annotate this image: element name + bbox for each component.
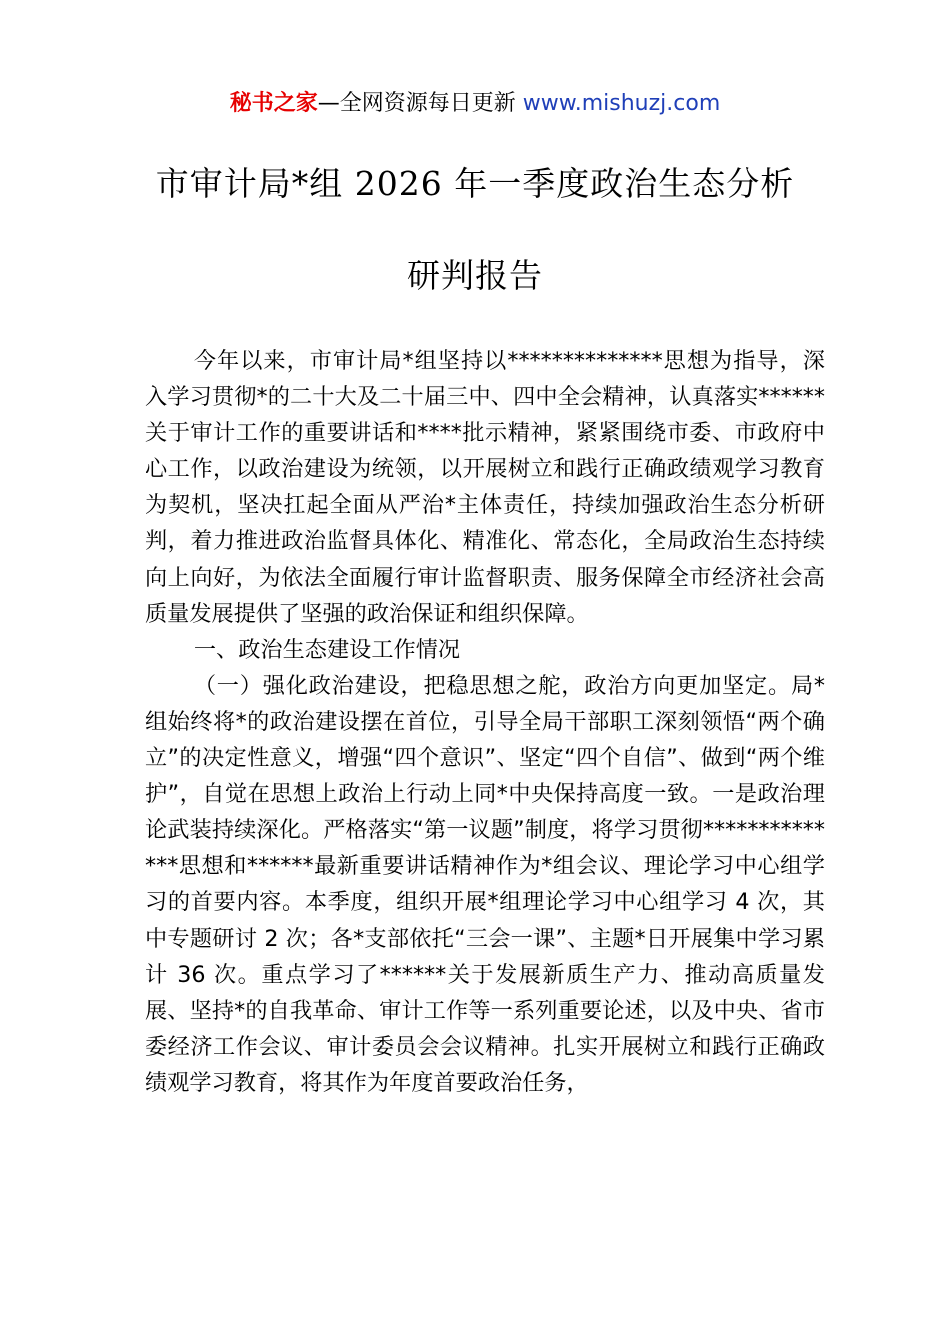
site-tagline: —全网资源每日更新 bbox=[317, 91, 516, 116]
site-brand: 秘书之家 bbox=[229, 91, 318, 116]
section-heading-1: 一、政治生态建设工作情况 bbox=[193, 636, 461, 663]
site-header bbox=[0, 88, 950, 120]
intro-paragraph: 今年以来，市审计局*组坚持以**************思想为指导，深入学习贯彻*的二十大及二十届三中、四中全会精神，认真落实******关于审计工作的重要讲话和****批示精神，紧紧围绕市委、市政府中心工作，以政治建设为统领，以开展树立和践行正确政绩观学习教育为契机，坚决扛起全面从严治*主体责任，持续加强政治生态分析研判，着力推进政治监督具体化、精准化、常态化，全局政治生态持续向上向好，为依法全面履行审计监督职责、服务保障全市经济社会高质量发展提供了坚强的政治保证和组织保障。 bbox=[145, 348, 825, 627]
site-url-link[interactable]: www.mishuzj.com bbox=[522, 91, 721, 116]
document-title-line-1: 市审计局*组 2026 年一季度政治生态分析 bbox=[155, 164, 795, 203]
subsection-paragraph-1: （一）强化政治建设，把稳思想之舵，政治方向更加坚定。局*组始终将*的政治建设摆在首位，引导全局干部职工深刻领悟“两个确立”的决定性意义，增强“四个意识”、坚定“四个自信”、做到“两个维护”，自觉在思想上政治上行动上同*中央保持高度一致。一是政治理论武装持续深化。严格落实“第一议题”制度，将学习贯彻**************思想和******最新重要讲话精神作为*组会议、理论学习中心组学习的首要内容。本季度，组织开展*组理论学习中心组学习 4 次，其中专题研讨 2 次；各*支部依托“三会一课”、主题*日开展集中学习累计 36 次。重点学习了******关于发展新质生产力、推动高质量发展、坚持*的自我革命、审计工作等一系列重要论述，以及中央、省市委经济工作会议、审计委员会会议精神。扎实开展树立和践行正确政绩观学习教育，将其作为年度首要政治任务， bbox=[145, 672, 825, 1096]
document-body bbox=[145, 343, 825, 1101]
document-title-line-2: 研判报告 bbox=[407, 256, 543, 295]
